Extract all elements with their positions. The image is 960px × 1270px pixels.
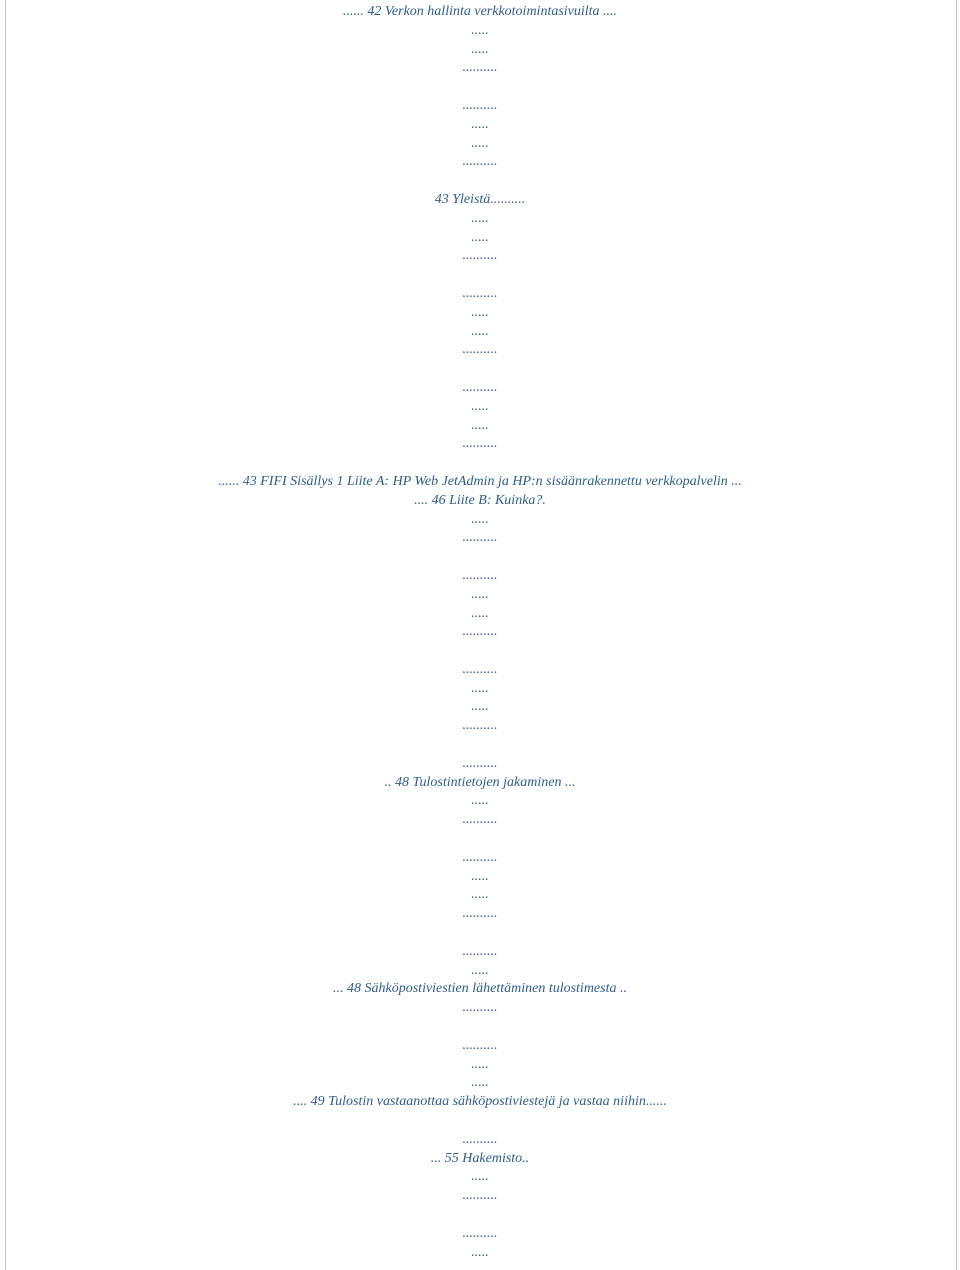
toc-line[interactable]: .......... bbox=[462, 755, 498, 771]
toc-line[interactable]: ..... bbox=[471, 1244, 489, 1260]
toc-line[interactable]: ..... bbox=[471, 398, 489, 414]
toc-line[interactable]: ..... bbox=[471, 1169, 489, 1185]
toc-blank-line bbox=[0, 924, 960, 943]
table-of-contents bbox=[0, 3, 960, 1262]
toc-line[interactable]: .... 46 Liite B: Kuinka?. bbox=[414, 492, 546, 508]
toc-line[interactable]: ..... bbox=[471, 304, 489, 320]
toc-line[interactable]: ..... bbox=[471, 417, 489, 433]
toc-line[interactable]: ...... 43 FIFI Sisällys 1 Liite A: HP Web JetAdmin ja HP:n sisäänrakennettu verkkopalvelin ... bbox=[218, 473, 742, 489]
toc-line[interactable]: .......... bbox=[462, 436, 498, 452]
toc-blank-line bbox=[0, 78, 960, 97]
toc-line[interactable]: 43 Yleistä.......... bbox=[434, 191, 526, 207]
toc-blank-line bbox=[0, 548, 960, 567]
toc-line[interactable]: .......... bbox=[462, 1188, 498, 1204]
toc-line[interactable]: .......... bbox=[462, 661, 498, 677]
toc-line[interactable]: .... 49 Tulostin vastaanottaa sähköpostiviestejä ja vastaa niihin...... bbox=[293, 1094, 667, 1110]
toc-line[interactable]: .......... bbox=[462, 624, 498, 640]
toc-line[interactable]: .......... bbox=[462, 1131, 498, 1147]
toc-line[interactable]: ..... bbox=[471, 41, 489, 57]
toc-blank-line bbox=[0, 1018, 960, 1037]
toc-line[interactable]: .......... bbox=[462, 97, 498, 113]
toc-line[interactable]: .......... bbox=[462, 812, 498, 828]
toc-line[interactable]: .......... bbox=[462, 1037, 498, 1053]
toc-line[interactable]: ..... bbox=[471, 586, 489, 602]
toc-line[interactable]: ..... bbox=[471, 962, 489, 978]
toc-line[interactable]: .......... bbox=[462, 379, 498, 395]
toc-blank-line bbox=[0, 1206, 960, 1225]
toc-line[interactable]: .......... bbox=[462, 1225, 498, 1241]
toc-line[interactable]: ..... bbox=[471, 605, 489, 621]
toc-line[interactable]: .......... bbox=[462, 906, 498, 922]
toc-line[interactable]: ... 48 Sähköpostiviestien lähettäminen tulostimesta .. bbox=[333, 981, 627, 997]
toc-line[interactable]: .......... bbox=[462, 285, 498, 301]
toc-blank-line bbox=[0, 830, 960, 849]
toc-line[interactable]: ..... bbox=[471, 135, 489, 151]
toc-line[interactable]: ..... bbox=[471, 323, 489, 339]
toc-line[interactable]: .......... bbox=[462, 849, 498, 865]
toc-line[interactable]: .. 48 Tulostintietojen jakaminen ... bbox=[384, 774, 576, 790]
toc-line[interactable]: ..... bbox=[471, 1075, 489, 1091]
toc-blank-line bbox=[0, 360, 960, 379]
toc-line[interactable]: .......... bbox=[462, 567, 498, 583]
toc-blank-line bbox=[0, 172, 960, 191]
toc-line[interactable]: ..... bbox=[471, 210, 489, 226]
toc-line[interactable]: ..... bbox=[471, 1056, 489, 1072]
toc-line[interactable]: .......... bbox=[462, 154, 498, 170]
toc-line[interactable]: ..... bbox=[471, 868, 489, 884]
toc-line[interactable]: .......... bbox=[462, 60, 498, 76]
toc-line[interactable]: ..... bbox=[471, 511, 489, 527]
toc-line[interactable]: .......... bbox=[462, 342, 498, 358]
toc-line[interactable]: ..... bbox=[471, 229, 489, 245]
toc-line[interactable]: .......... bbox=[462, 943, 498, 959]
toc-blank-line bbox=[0, 1112, 960, 1131]
toc-line[interactable]: .......... bbox=[462, 530, 498, 546]
toc-line[interactable]: ..... bbox=[471, 22, 489, 38]
toc-line[interactable]: .......... bbox=[462, 718, 498, 734]
toc-line[interactable]: ..... bbox=[471, 793, 489, 809]
toc-line[interactable]: ..... bbox=[471, 116, 489, 132]
toc-blank-line bbox=[0, 642, 960, 661]
toc-line[interactable]: ..... bbox=[471, 887, 489, 903]
toc-blank-line bbox=[0, 454, 960, 473]
toc-blank-line bbox=[0, 736, 960, 755]
toc-line[interactable]: .......... bbox=[462, 248, 498, 264]
toc-blank-line bbox=[0, 266, 960, 285]
toc-line[interactable]: ..... bbox=[471, 699, 489, 715]
toc-line[interactable]: ...... 42 Verkon hallinta verkkotoimintasivuilta .... bbox=[342, 4, 618, 19]
toc-line[interactable]: ... 55 Hakemisto.. bbox=[430, 1150, 530, 1166]
toc-line[interactable]: ..... bbox=[471, 680, 489, 696]
toc-line[interactable]: .......... bbox=[462, 1000, 498, 1016]
